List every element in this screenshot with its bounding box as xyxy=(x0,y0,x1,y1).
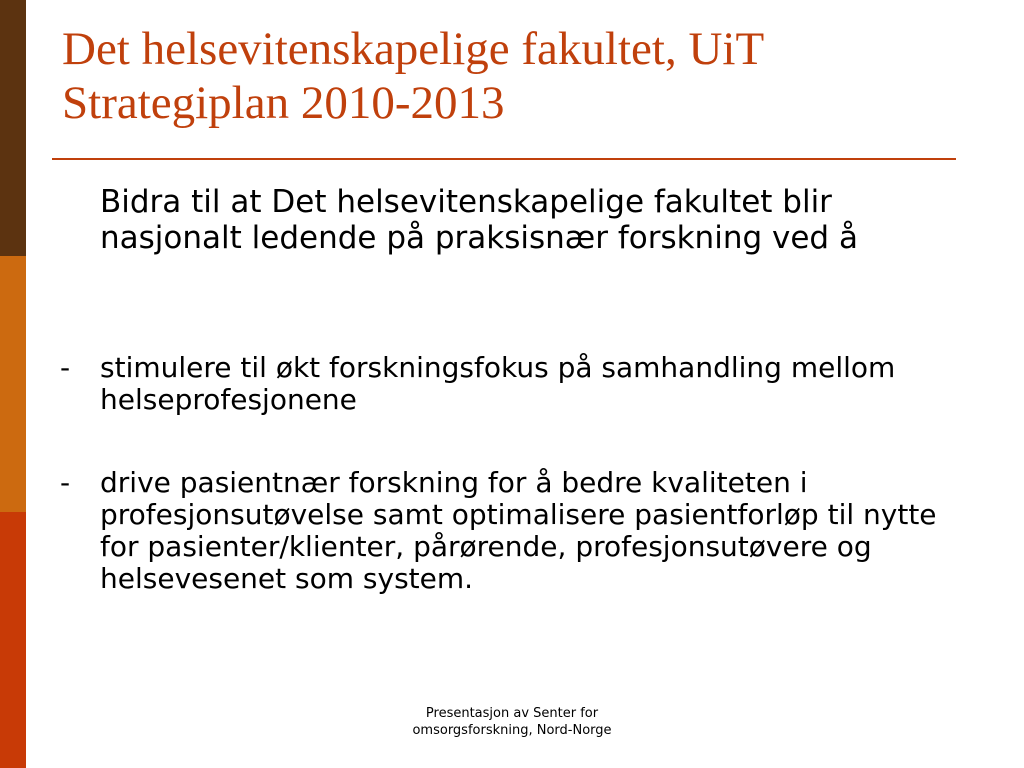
slide-title-line-2: Strategiplan 2010-2013 xyxy=(62,77,505,129)
slide-title-line-1: Det helsevitenskapelige fakultet, UiT xyxy=(62,23,765,75)
title-divider xyxy=(52,158,956,160)
bullet-text: stimulere til økt forskningsfokus på samhandling mellom helseprofesjonene xyxy=(100,351,896,416)
footer-line-2: omsorgsforskning, Nord-Norge xyxy=(412,723,612,738)
bullet-marker: - xyxy=(60,466,71,499)
sidebar-segment-middle xyxy=(0,256,26,512)
lead-paragraph: Bidra til at Det helsevitenskapelige fakultet blir nasjonalt ledende på praksisnær forskning ved å xyxy=(100,184,858,256)
bullet-marker: - xyxy=(60,351,71,384)
bullet-text: drive pasientnær forskning for å bedre kvaliteten i profesjonsutøvelse samt optimalisere pasientforløp til nytte for pasienter/klienter, pårørende, profesjonsutøvere og helsevesenet som system. xyxy=(100,466,937,595)
footer-line-1: Presentasjon av Senter for xyxy=(425,706,599,721)
slide-title xyxy=(62,22,962,130)
bullet-item-2 xyxy=(60,467,960,595)
bullet-item-1 xyxy=(60,352,960,416)
sidebar-segment-top xyxy=(0,0,26,256)
slide-footer xyxy=(380,705,644,739)
sidebar-color-bar xyxy=(0,0,26,768)
sidebar-segment-bottom xyxy=(0,512,26,768)
